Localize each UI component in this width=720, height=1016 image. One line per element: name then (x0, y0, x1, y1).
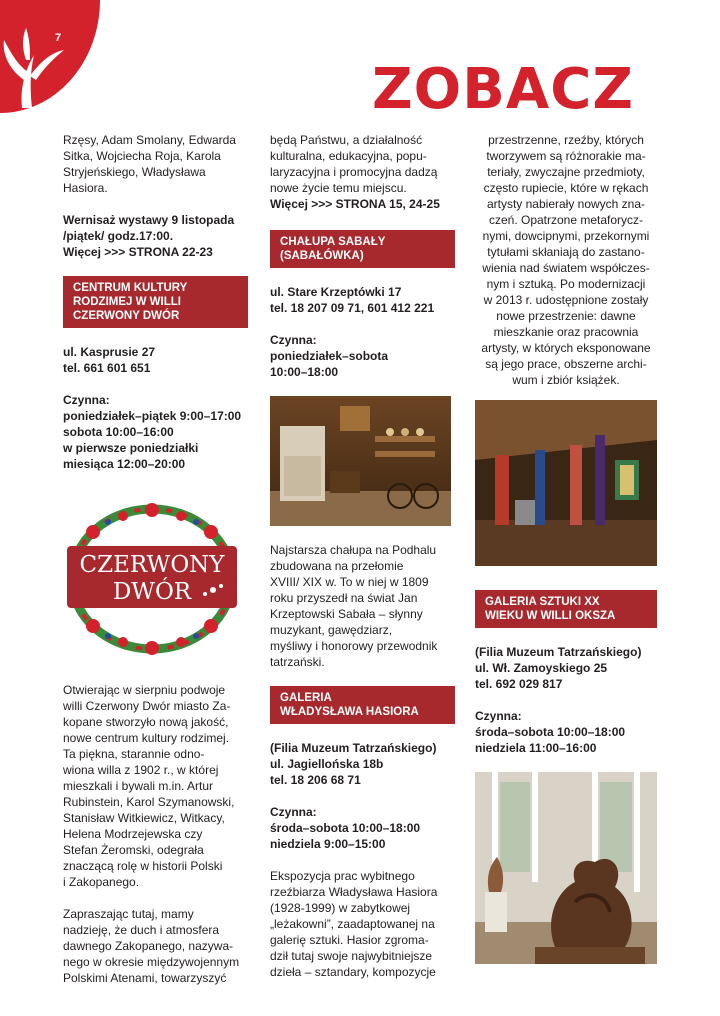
address-block: ul. Kasprusie 27 tel. 661 601 651 (63, 345, 156, 375)
page-number: 7 (55, 32, 62, 44)
address-block: (Filia Muzeum Tatrzańskiego) ul. Jagiellońska 18b tel. 18 206 68 71 (270, 741, 437, 787)
logo-text-line2: DWÓR (112, 579, 192, 605)
corner-tulip-emblem (0, 0, 100, 113)
section-header-galeria-hasiora: GALERIA WŁADYSŁAWA HASIORA (270, 686, 455, 724)
column-1 (63, 132, 248, 1002)
photo-chalupa-interior (270, 396, 451, 526)
opening-hours: Czynna: poniedziałek–sobota 10:00–18:00 (270, 333, 389, 379)
more-link[interactable]: Więcej >>> STRONA 22-23 (63, 245, 213, 259)
description-czerwony-dwor: Otwierając w sierpniu podwoje willi Czerwony Dwór miasto Za- kopane stworzyło nową jakość, nowe centrum kultury rodzimej. Ta piękna, starannie odno- wiona willa z 1902 r., w której mieszkali i bywali m.in. Artur Rubinstein, Karol Szymanowski, Stanisław Witkiewicz, Witkacy, Helena Modrzejewska czy Stefan Żeromski, odegrała znaczącą rolę w historii Polski i Zakopanego. (63, 683, 235, 889)
vernissage-info: Wernisaż wystawy 9 listopada /piątek/ godz.17:00. Więcej >>> STRONA 22-23 (63, 213, 235, 259)
section-header-chalupa-sabaly: CHAŁUPA SABAŁY (SABAŁÓWKA) (270, 230, 455, 268)
logo-text-line1: CZERWONY (79, 552, 225, 578)
more-link[interactable]: Więcej >>> STRONA 15, 24-25 (270, 197, 440, 211)
photo-willa-oksza-sculpture (475, 772, 657, 964)
description-hasior: Ekspozycja prac wybitnego rzeźbiarza Władysława Hasiora (1928-1999) w zabytkowej „leżakowni”, zaadaptowanej na galerię sztuki. Hasior zgroma- dził tutaj swoje najwybitniejsze dzieła – sztandary, kompozycje (270, 869, 438, 979)
page-title: ZOBACZ (372, 57, 634, 122)
address-block: (Filia Muzeum Tatrzańskiego) ul. Wł. Zamoyskiego 25 tel. 692 029 817 (475, 645, 642, 691)
invitation-paragraph: Zapraszając tutaj, mamy nadzieję, że duch i atmosfera dawnego Zakopanego, nazywa- nego w okresie międzywojennym Polskimi Atenami, towarzyszyć (63, 907, 240, 985)
description-chalupa: Najstarsza chałupa na Podhalu zbudowana na przełomie XVIII/ XIX w. To w niej w 1809 roku przyszedł na świat Jan Krzeptowski Sabała – słynny muzykant, gawędziarz, myśliwy i honorowy przewodnik tatrzański. (270, 543, 438, 669)
description-hasior-continued: przestrzenne, rzeźby, których tworzywem są różnorakie ma- teriały, zwyczajne przedmioty, często rupiecie, które w rękach artysty nabierały nowych zna- czeń. Opatrzone metaforycz- nymi, dowcipnymi, przekornymi tytułami skłaniają do zastano- wienia nad światem współczes- nym i sztuką. Po modernizacji w 2013 r. udostępnione zostały nowe przestrzenie: dawne mieszkanie oraz pracownia artysty, w których eksponowane są jego prace, obszerne archi- wum i zbiór książek. (481, 133, 651, 387)
intro-paragraph: Rzęsy, Adam Smolany, Edwarda Sitka, Wojciecha Roja, Karola Stryjeńskiego, Władysława Hasiora. (63, 133, 236, 195)
opening-hours: Czynna: poniedziałek–piątek 9:00–17:00 sobota 10:00–16:00 w pierwsze poniedziałki miesiąca 12:00–20:00 (63, 393, 242, 471)
continued-paragraph: będą Państwu, a działalność kulturalna, edukacyjna, popu- laryzacyjna i promocyjna dadzą nowe życie temu miejscu. (270, 133, 438, 195)
photo-galeria-hasiora (475, 400, 657, 566)
section-header-czerwony-dwor: CENTRUM KULTURY RODZIMEJ W WILLI CZERWONY DWÓR (63, 276, 248, 328)
section-header-galeria-oksza: GALERIA SZTUKI XX WIEKU W WILLI OKSZA (475, 590, 657, 628)
column-2 (270, 132, 455, 996)
address-block: ul. Stare Krzeptówki 17 tel. 18 207 09 71, 601 412 221 (270, 285, 435, 315)
column-3 (475, 132, 657, 980)
opening-hours: Czynna: środa–sobota 10:00–18:00 niedziela 11:00–16:00 (475, 709, 626, 755)
czerwony-dwor-logo (63, 500, 241, 658)
opening-hours: Czynna: środa–sobota 10:00–18:00 niedziela 9:00–15:00 (270, 805, 421, 851)
